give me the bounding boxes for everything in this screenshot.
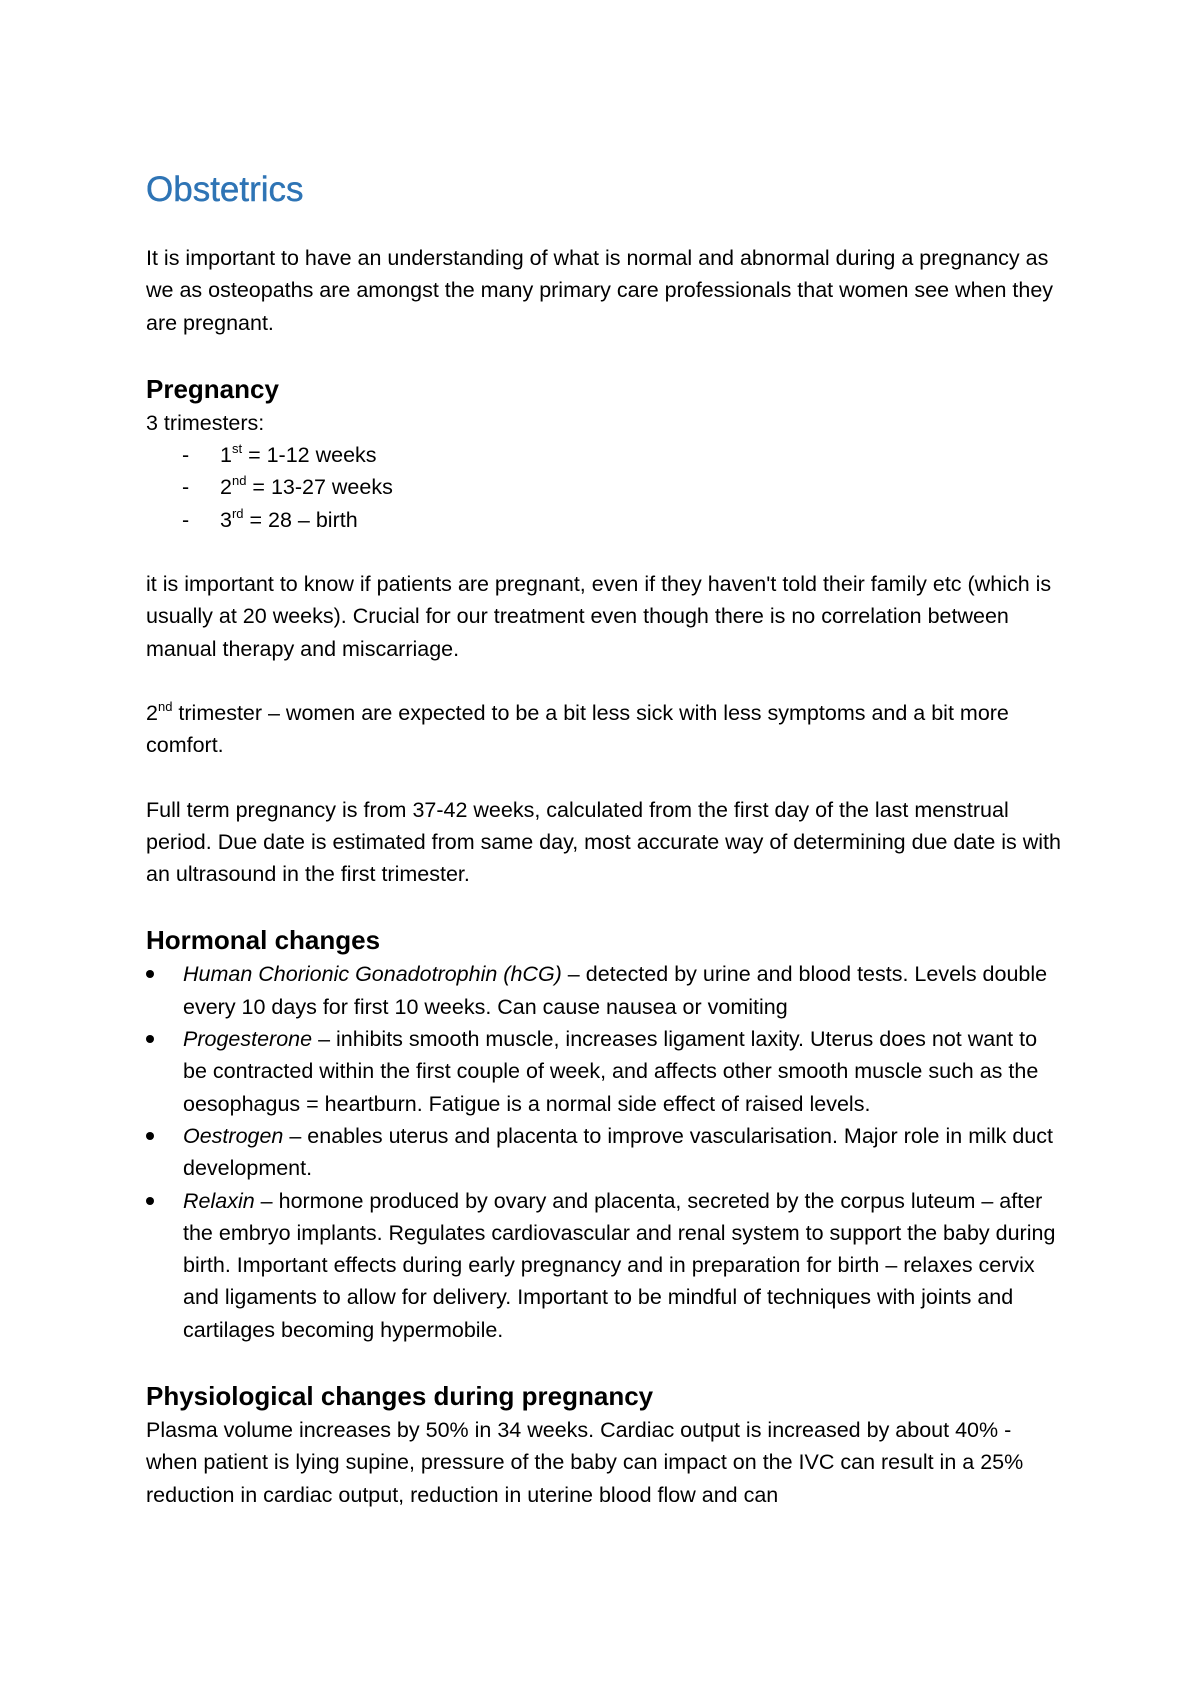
pregnancy-paragraph-2: 2nd trimester – women are expected to be a bit less sick with less symptoms and a bit more comfort. <box>146 698 1009 758</box>
dash-marker: - <box>182 443 190 468</box>
list-item: Human Chorionic Gonadotrophin (hCG) – detected by urine and blood tests. Levels double every 10 days for first 10 weeks. Can cause nausea or vomiting <box>146 958 1066 1023</box>
hormone-list <box>146 958 1066 1346</box>
bullet-icon <box>146 1035 154 1043</box>
bullet-icon <box>146 970 154 978</box>
list-item: Progesterone – inhibits smooth muscle, increases ligament laxity. Uterus does not want to be contracted within the first couple of week, and affects other smooth muscle such as the oesophagus = heartburn. Fatigue is a normal side effect of raised levels. <box>146 1023 1066 1120</box>
bullet-icon <box>146 1132 154 1140</box>
list-item: Oestrogen – enables uterus and placenta to improve vascularisation. Major role in milk duct development. <box>146 1120 1066 1185</box>
pregnancy-paragraph-3: Full term pregnancy is from 37-42 weeks, calculated from the first day of the last menstrual period. Due date is estimated from same day, most accurate way of determining due date is with an ultrasound in the first trimester. <box>146 797 1061 887</box>
trimesters-label: 3 trimesters: <box>146 410 265 435</box>
page-title: Obstetrics <box>146 170 304 209</box>
document-page <box>146 168 1066 1511</box>
list-item: Relaxin – hormone produced by ovary and placenta, secreted by the corpus luteum – after the embryo implants. Regulates cardiovascular and renal system to support the baby during birth. Important effects during early pregnancy and in preparation for birth – relaxes cervix and ligaments to allow for delivery. Important to be mindful of techniques with joints and cartilages becoming hypermobile. <box>146 1185 1066 1346</box>
dash-marker: - <box>182 475 190 500</box>
pregnancy-paragraph-1: it is important to know if patients are pregnant, even if they haven't told their family etc (which is usually at 20 weeks). Crucial for our treatment even though there is no correlation between manual therapy and miscarriage. <box>146 572 1052 661</box>
dash-marker: - <box>182 507 190 532</box>
bullet-icon <box>146 1197 154 1205</box>
physiological-paragraph: Plasma volume increases by 50% in 34 weeks. Cardiac output is increased by about 40% - when patient is lying supine, pressure of the baby can impact on the IVC can result in a 25% reduction in cardiac output, reduction in uterine blood flow and can <box>146 1418 1024 1507</box>
list-item: - 2nd = 13-27 weeks <box>146 471 1066 503</box>
hormonal-heading: Hormonal changes <box>146 925 381 956</box>
list-item: - 1st = 1-12 weeks <box>146 439 1066 471</box>
pregnancy-heading: Pregnancy <box>146 373 279 404</box>
list-item: - 3rd = 28 – birth <box>146 504 1066 536</box>
trimester-list <box>146 439 1066 536</box>
physiological-heading: Physiological changes during pregnancy <box>146 1381 654 1412</box>
intro-paragraph: It is important to have an understanding of what is normal and abnormal during a pregnancy as we as osteopaths are amongst the many primary care professionals that women see when they are pregnant. <box>146 246 1054 335</box>
